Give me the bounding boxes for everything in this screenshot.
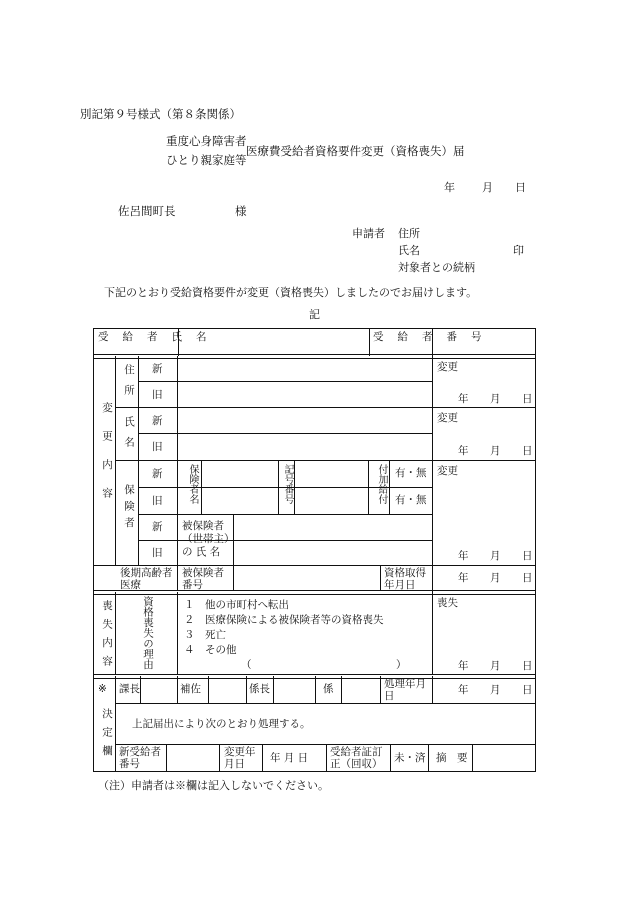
office-mark: ※: [98, 683, 107, 695]
name-new: 新: [152, 415, 163, 427]
address-change-label: 変更: [437, 361, 458, 373]
name-row-label: 氏名: [123, 416, 135, 457]
decision-column-label: 決定欄: [101, 708, 113, 764]
reason-3: ３ 死亡: [184, 629, 226, 641]
recipient-name-label: [98, 331, 221, 343]
benefit-new-yes-no: 有・無: [395, 467, 427, 479]
unfinished-done-label: 未・済: [394, 752, 426, 764]
processed-date-label: 処理年月日: [384, 678, 426, 702]
acquired-day: 日: [522, 572, 533, 584]
symbol-no-label: 記号番号: [282, 464, 293, 504]
insurance-new: 新: [152, 468, 163, 480]
acquired-date-label: 資格取得年月日: [384, 567, 426, 591]
address-label: 住所: [398, 227, 420, 240]
householder-label: （世帯主）: [182, 533, 235, 545]
loss-details-label: 喪失内容: [101, 600, 113, 674]
section-chief-label: 係長: [249, 683, 270, 695]
insurance-row-label: 保険者: [123, 484, 135, 534]
summary-label: 摘 要: [436, 752, 468, 764]
acquired-month: 月: [490, 572, 501, 584]
applicant-label: 申請者: [352, 227, 385, 240]
elderly-medical-label: 後期高齢者医療: [120, 567, 173, 591]
name-change-year: 年: [458, 445, 469, 457]
title-line2: ひとり親家庭等: [166, 153, 247, 167]
date-year: 年: [444, 181, 455, 194]
form-number: 別記第９号様式（第８条関係）: [80, 107, 241, 121]
insured-old: 旧: [152, 547, 163, 559]
loss-month: 月: [490, 660, 501, 672]
name-old: 旧: [152, 441, 163, 453]
name-change-day: 日: [522, 445, 533, 457]
insurer-name-label: 保険者名: [187, 464, 198, 504]
insurance-old: 旧: [152, 495, 163, 507]
loss-label: 喪失: [437, 597, 458, 609]
insurance-change-month: 月: [490, 550, 501, 562]
address-row-label: 住所: [123, 364, 135, 405]
reason-paren-open: （: [241, 659, 252, 671]
title-line1: 重度心身障害者: [166, 134, 247, 148]
address-change-month: 月: [490, 393, 501, 405]
name-change-label: 変更: [437, 412, 458, 424]
insurance-change-year: 年: [458, 550, 469, 562]
loss-reason-label: 資格喪失の理由: [142, 596, 154, 670]
insured-person-label: 被保険者: [182, 520, 224, 532]
footnote: （注）申請者は※欄は記入しないでください。: [98, 779, 329, 792]
insured-name-label: の 氏 名: [182, 546, 221, 558]
address-new: 新: [152, 363, 163, 375]
insurance-change-day: 日: [522, 550, 533, 562]
processed-year: 年: [458, 684, 469, 696]
reason-2: ２ 医療保険による被保険者等の資格喪失: [184, 614, 384, 626]
name-change-month: 月: [490, 445, 501, 457]
chief-label: 課長: [119, 683, 140, 695]
processed-month: 月: [490, 684, 501, 696]
change-date-ymd: 年 月 日: [270, 752, 309, 764]
acquired-year: 年: [458, 572, 469, 584]
insured-new: 新: [152, 521, 163, 533]
recipient-no-label: 受給者番号: [373, 331, 496, 343]
benefit-old-yes-no: 有・無: [395, 494, 427, 506]
change-details-label: 変更内容: [101, 402, 113, 516]
staff-label: 係: [323, 683, 334, 695]
insured-no-label: 被保険者番号: [182, 567, 224, 591]
date-month: 月: [482, 181, 493, 194]
address-change-year: 年: [458, 393, 469, 405]
statement: 下記のとおり受給資格要件が変更（資格喪失）しましたのでお届けします。: [104, 286, 478, 299]
new-recipient-no-label: 新受給者番号: [119, 746, 161, 770]
reason-paren-close: ）: [396, 659, 407, 671]
relation-label: 対象者との続柄: [398, 261, 475, 274]
processed-day: 日: [522, 684, 533, 696]
recipient-name-text: 受給者氏名: [98, 331, 221, 343]
reason-1: １ 他の市町村へ転出: [184, 599, 289, 611]
cert-correction-label: 受給者証訂正（回収）: [330, 746, 383, 770]
loss-day: 日: [522, 660, 533, 672]
addressee: 佐呂間町長: [118, 204, 176, 218]
date-day: 日: [515, 181, 526, 194]
seal-mark: 印: [513, 244, 524, 257]
address-change-day: 日: [522, 393, 533, 405]
additional-benefit-label: 付加給付: [376, 464, 387, 504]
loss-year: 年: [458, 660, 469, 672]
reason-4: ４ その他: [184, 644, 237, 656]
name-label: 氏名: [398, 244, 420, 257]
address-old: 旧: [152, 389, 163, 401]
processing-note: 上記届出により次のとおり処理する。: [132, 718, 311, 730]
assistant-label: 補佐: [180, 683, 201, 695]
ki-mark: 記: [309, 308, 320, 321]
form-title: 医療費受給者資格要件変更（資格喪失）届: [246, 144, 465, 158]
honorific: 様: [235, 204, 247, 218]
change-date-label: 変更年月日: [224, 746, 256, 770]
insurance-change-label: 変更: [437, 465, 458, 477]
